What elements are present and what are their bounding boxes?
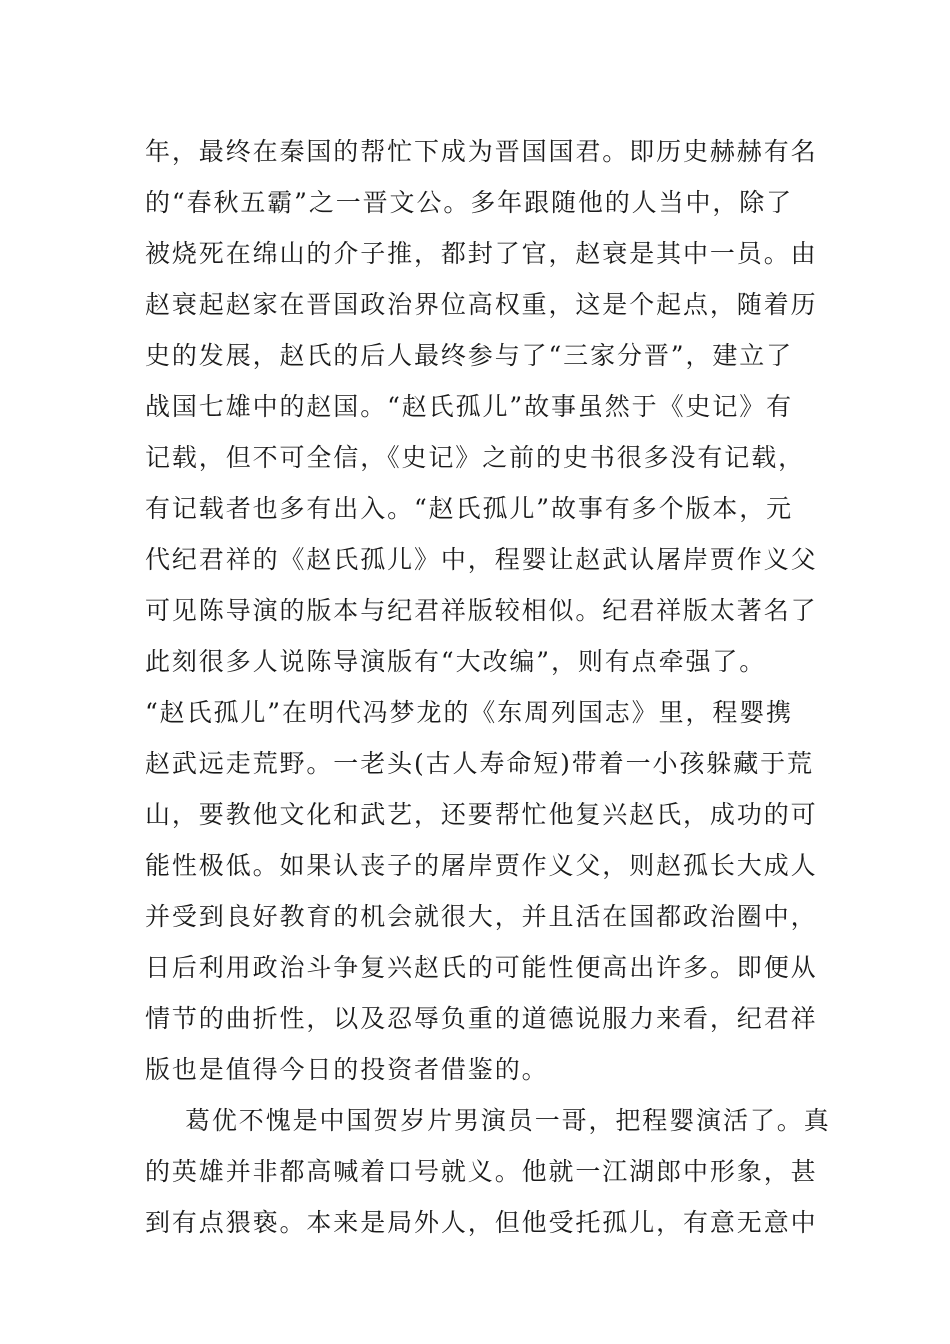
text-line: 代纪君祥的《赵氏孤儿》中，程婴让赵武认屠岸贾作义父 xyxy=(145,545,818,574)
text-line: 山，要教他文化和武艺，还要帮忙他复兴赵氏，成功的可 xyxy=(145,800,818,829)
text-line: 的英雄并非都高喊着口号就义。他就一江湖郎中形象，甚 xyxy=(145,1157,818,1186)
text-line: “赵氏孤儿”在明代冯梦龙的《东周列国志》里，程婴携 xyxy=(145,698,794,727)
text-line: 有记载者也多有出入。“赵氏孤儿”故事有多个版本，元 xyxy=(145,494,794,523)
text-line: 的“春秋五霸”之一晋文公。多年跟随他的人当中，除了 xyxy=(145,188,794,217)
text-line: 战国七雄中的赵国。“赵氏孤儿”故事虽然于《史记》有 xyxy=(145,392,794,421)
text-line: 年，最终在秦国的帮忙下成为晋国国君。即历史赫赫有名 xyxy=(145,137,818,166)
text-line: 记载，但不可全信，《史记》之前的史书很多没有记载， xyxy=(145,443,806,472)
text-line: 被烧死在绵山的介子推，都封了官，赵衰是其中一员。由 xyxy=(145,239,818,268)
text-line: 史的发展，赵氏的后人最终参与了“三家分晋”，建立了 xyxy=(145,341,794,370)
text-line: 赵衰起赵家在晋国政治界位高权重，这是个起点，随着历 xyxy=(145,290,818,319)
text-line: 并受到良好教育的机会就很大，并且活在国都政治圈中， xyxy=(145,902,818,931)
text-line: 赵武远走荒野。一老头(古人寿命短)带着一小孩躲藏于荒 xyxy=(145,749,814,778)
text-line: 日后利用政治斗争复兴赵氏的可能性便高出许多。即便从 xyxy=(145,953,818,982)
text-line: 情节的曲折性，以及忍辱负重的道德说服力来看，纪君祥 xyxy=(145,1004,818,1033)
text-line: 此刻很多人说陈导演版有“大改编”，则有点牵强了。 xyxy=(145,647,767,676)
paragraph-start-line: 葛优不愧是中国贺岁片男演员一哥，把程婴演活了。真 xyxy=(185,1106,831,1135)
text-line: 可见陈导演的版本与纪君祥版较相似。纪君祥版太著名了 xyxy=(145,596,818,625)
text-line: 能性极低。如果认丧子的屠岸贾作义父，则赵孤长大成人 xyxy=(145,851,818,880)
text-line: 到有点猥亵。本来是局外人，但他受托孤儿，有意无意中 xyxy=(145,1208,818,1237)
text-line: 版也是值得今日的投资者借鉴的。 xyxy=(145,1055,549,1084)
body-text xyxy=(145,126,831,1248)
